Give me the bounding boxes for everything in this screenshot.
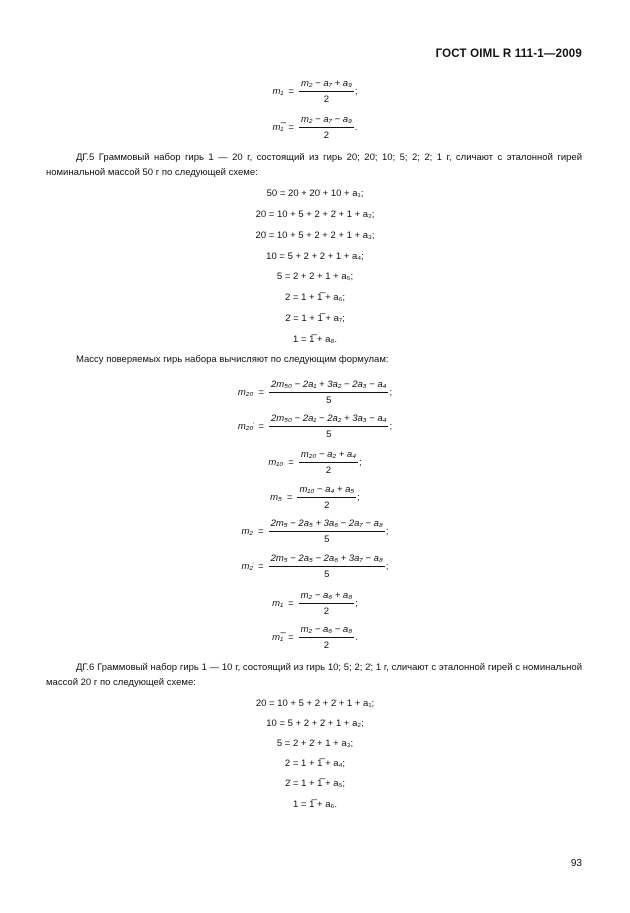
formula-denominator: 2: [323, 606, 330, 617]
equation: 5 = 2 + 2̇ + 1 + a₃;: [276, 738, 354, 749]
equation: 1 = 1̅ + a₈.: [292, 334, 338, 345]
formula-numerator: 2m₅₀ − 2a₁ − 2a₂ + 3a₃ − a₄: [269, 413, 389, 427]
formula-denominator: 2: [323, 640, 330, 651]
formula-lhs: m₅: [270, 492, 282, 503]
formula: m₂₀̇ = $\frac{\text{2m₅₀ − 2a₁ − 2a₂ + 3a₃ − a₄}}{5}$ ;: [237, 413, 393, 440]
formula-lhs: m₂̇: [241, 561, 254, 572]
formula-lhs: m₁̅: [272, 122, 284, 133]
equation: 2̇ = 1 + 1̅ + a₅;: [284, 778, 346, 789]
formula: m₁̅ = $\frac{\text{m₂ − a₆ − a₈}}{2}$ .: [272, 624, 358, 651]
formula-denominator: 5: [324, 569, 330, 580]
formula-denominator: 5: [326, 395, 332, 406]
formula: m₁̅ = $\frac{\text{m₂ − a₇ − a₉}}{2}$ .: [272, 114, 358, 141]
formula-numerator: m₂₀ − a₂ + a₄: [299, 449, 358, 463]
formula-denominator: 5: [324, 534, 330, 545]
formula: m₂ = $\frac{\text{2m₅ − 2a₅ + 3a₆ − 2a₇ − a₈}}{5}$ ;: [241, 518, 389, 545]
formula-lhs: m₁: [272, 86, 284, 97]
equation: 20 = 10 + 5 + 2 + 2̇ + 1 + a₁;: [255, 698, 375, 709]
formula: m₁₀ = $\frac{\text{m₂₀ − a₂ + a₄}}{2}$ ;: [268, 449, 362, 476]
formula-denominator: 2: [323, 94, 330, 105]
formula-numerator: 2m₅₀ − 2a₁ + 3a₂ − 2a₃ − a₄: [269, 379, 389, 393]
formula-numerator: m₂ − a₇ − a₉: [299, 114, 354, 128]
equation: 50 = 20 + 20̇ + 10 + a₁;: [266, 188, 364, 199]
formula-numerator: 2m₅ − 2a₅ + 3a₆ − 2a₇ − a₈: [269, 518, 385, 532]
equation: 5 = 2 + 2 + 1 + a₅;: [276, 271, 354, 282]
mass-text: Массу поверяемых гирь набора вычисляют по следующим формулам:: [76, 354, 389, 365]
equation: 20 = 10 + 5 + 2 + 2̇ + 1 + a₂;: [255, 209, 375, 220]
formula-denominator: 2: [325, 465, 332, 476]
dg5-paragraph: ДГ.5 Граммовый набор гирь 1 — 20 г, состоящий из гирь 20; 20̇; 10; 5; 2; 2̇; 1 г, сличают с эталонной гирей номинальной массой 50 г по следующей схеме:: [46, 152, 582, 178]
formula: m₁ = $\frac{\text{m₂ − a₇ + a₉}}{2}$ ;: [272, 78, 358, 105]
formula: m₁ = $\frac{\text{m₂ − a₆ + a₈}}{2}$ ;: [272, 590, 358, 617]
page-number: 93: [570, 858, 582, 869]
formula-numerator: m₂ − a₆ + a₈: [299, 590, 355, 604]
formula-numerator: m₂ − a₇ + a₉: [299, 78, 354, 92]
formula-numerator: m₁₀ − a₄ + a₅: [297, 484, 356, 498]
formula-lhs: m₂: [241, 526, 254, 537]
formula-numerator: 2m₅ − 2a₅ − 2a₆ + 3a₇ − a₈: [269, 553, 385, 567]
equation: 1 = 1̅ + a₆.: [293, 799, 337, 810]
formula-lhs: m₂₀̇: [237, 421, 254, 432]
formula-lhs: m₁₀: [268, 457, 284, 468]
formula-denominator: 5: [326, 429, 332, 440]
formula: m₂₀ = $\frac{\text{2m₅₀ − 2a₁ + 3a₂ − 2a₃ − a₄}}{5}$ ;: [237, 379, 393, 406]
formula: m₅ = $\frac{\text{m₁₀ − a₄ + a₅}}{2}$ ;: [270, 484, 360, 511]
formula: m₂̇ = $\frac{\text{2m₅ − 2a₅ − 2a₆ + 3a₇ − a₈}}{5}$ ;: [241, 553, 389, 580]
formula-lhs: m₂₀: [237, 387, 254, 398]
dg6-paragraph: ДГ.6 Граммовый набор гирь 1 — 10 г, состоящий из гирь 10; 5; 2; 2̇; 1 г, сличают с эталонной гирей с номинальной массой 20 г по следующей схеме:: [46, 662, 582, 688]
equation: 2 = 1 + 1̅ + a₆;: [284, 292, 346, 303]
equation: 10 = 5 + 2 + 2 + 1 + a₄;: [266, 251, 364, 262]
equation: 2̇ = 1 + 1̅ + a₇;: [285, 313, 345, 324]
formula-lhs: m₁: [272, 598, 284, 609]
formula-numerator: m₂ − a₆ − a₈: [299, 624, 355, 638]
equation: 2 = 1 + 1̅ + a₄;: [284, 758, 346, 769]
equation: 10 = 5 + 2 + 2̇ + 1 + a₂;: [266, 718, 364, 729]
formula-denominator: 2: [323, 130, 330, 141]
equation: 20̇ = 10 + 5 + 2 + 2 + 1 + a₃;: [255, 230, 375, 241]
formula-denominator: 2: [324, 500, 330, 511]
formula-lhs: m₁̅: [272, 632, 284, 643]
document-header: ГОСТ OIML R 111-1—2009: [435, 48, 582, 60]
